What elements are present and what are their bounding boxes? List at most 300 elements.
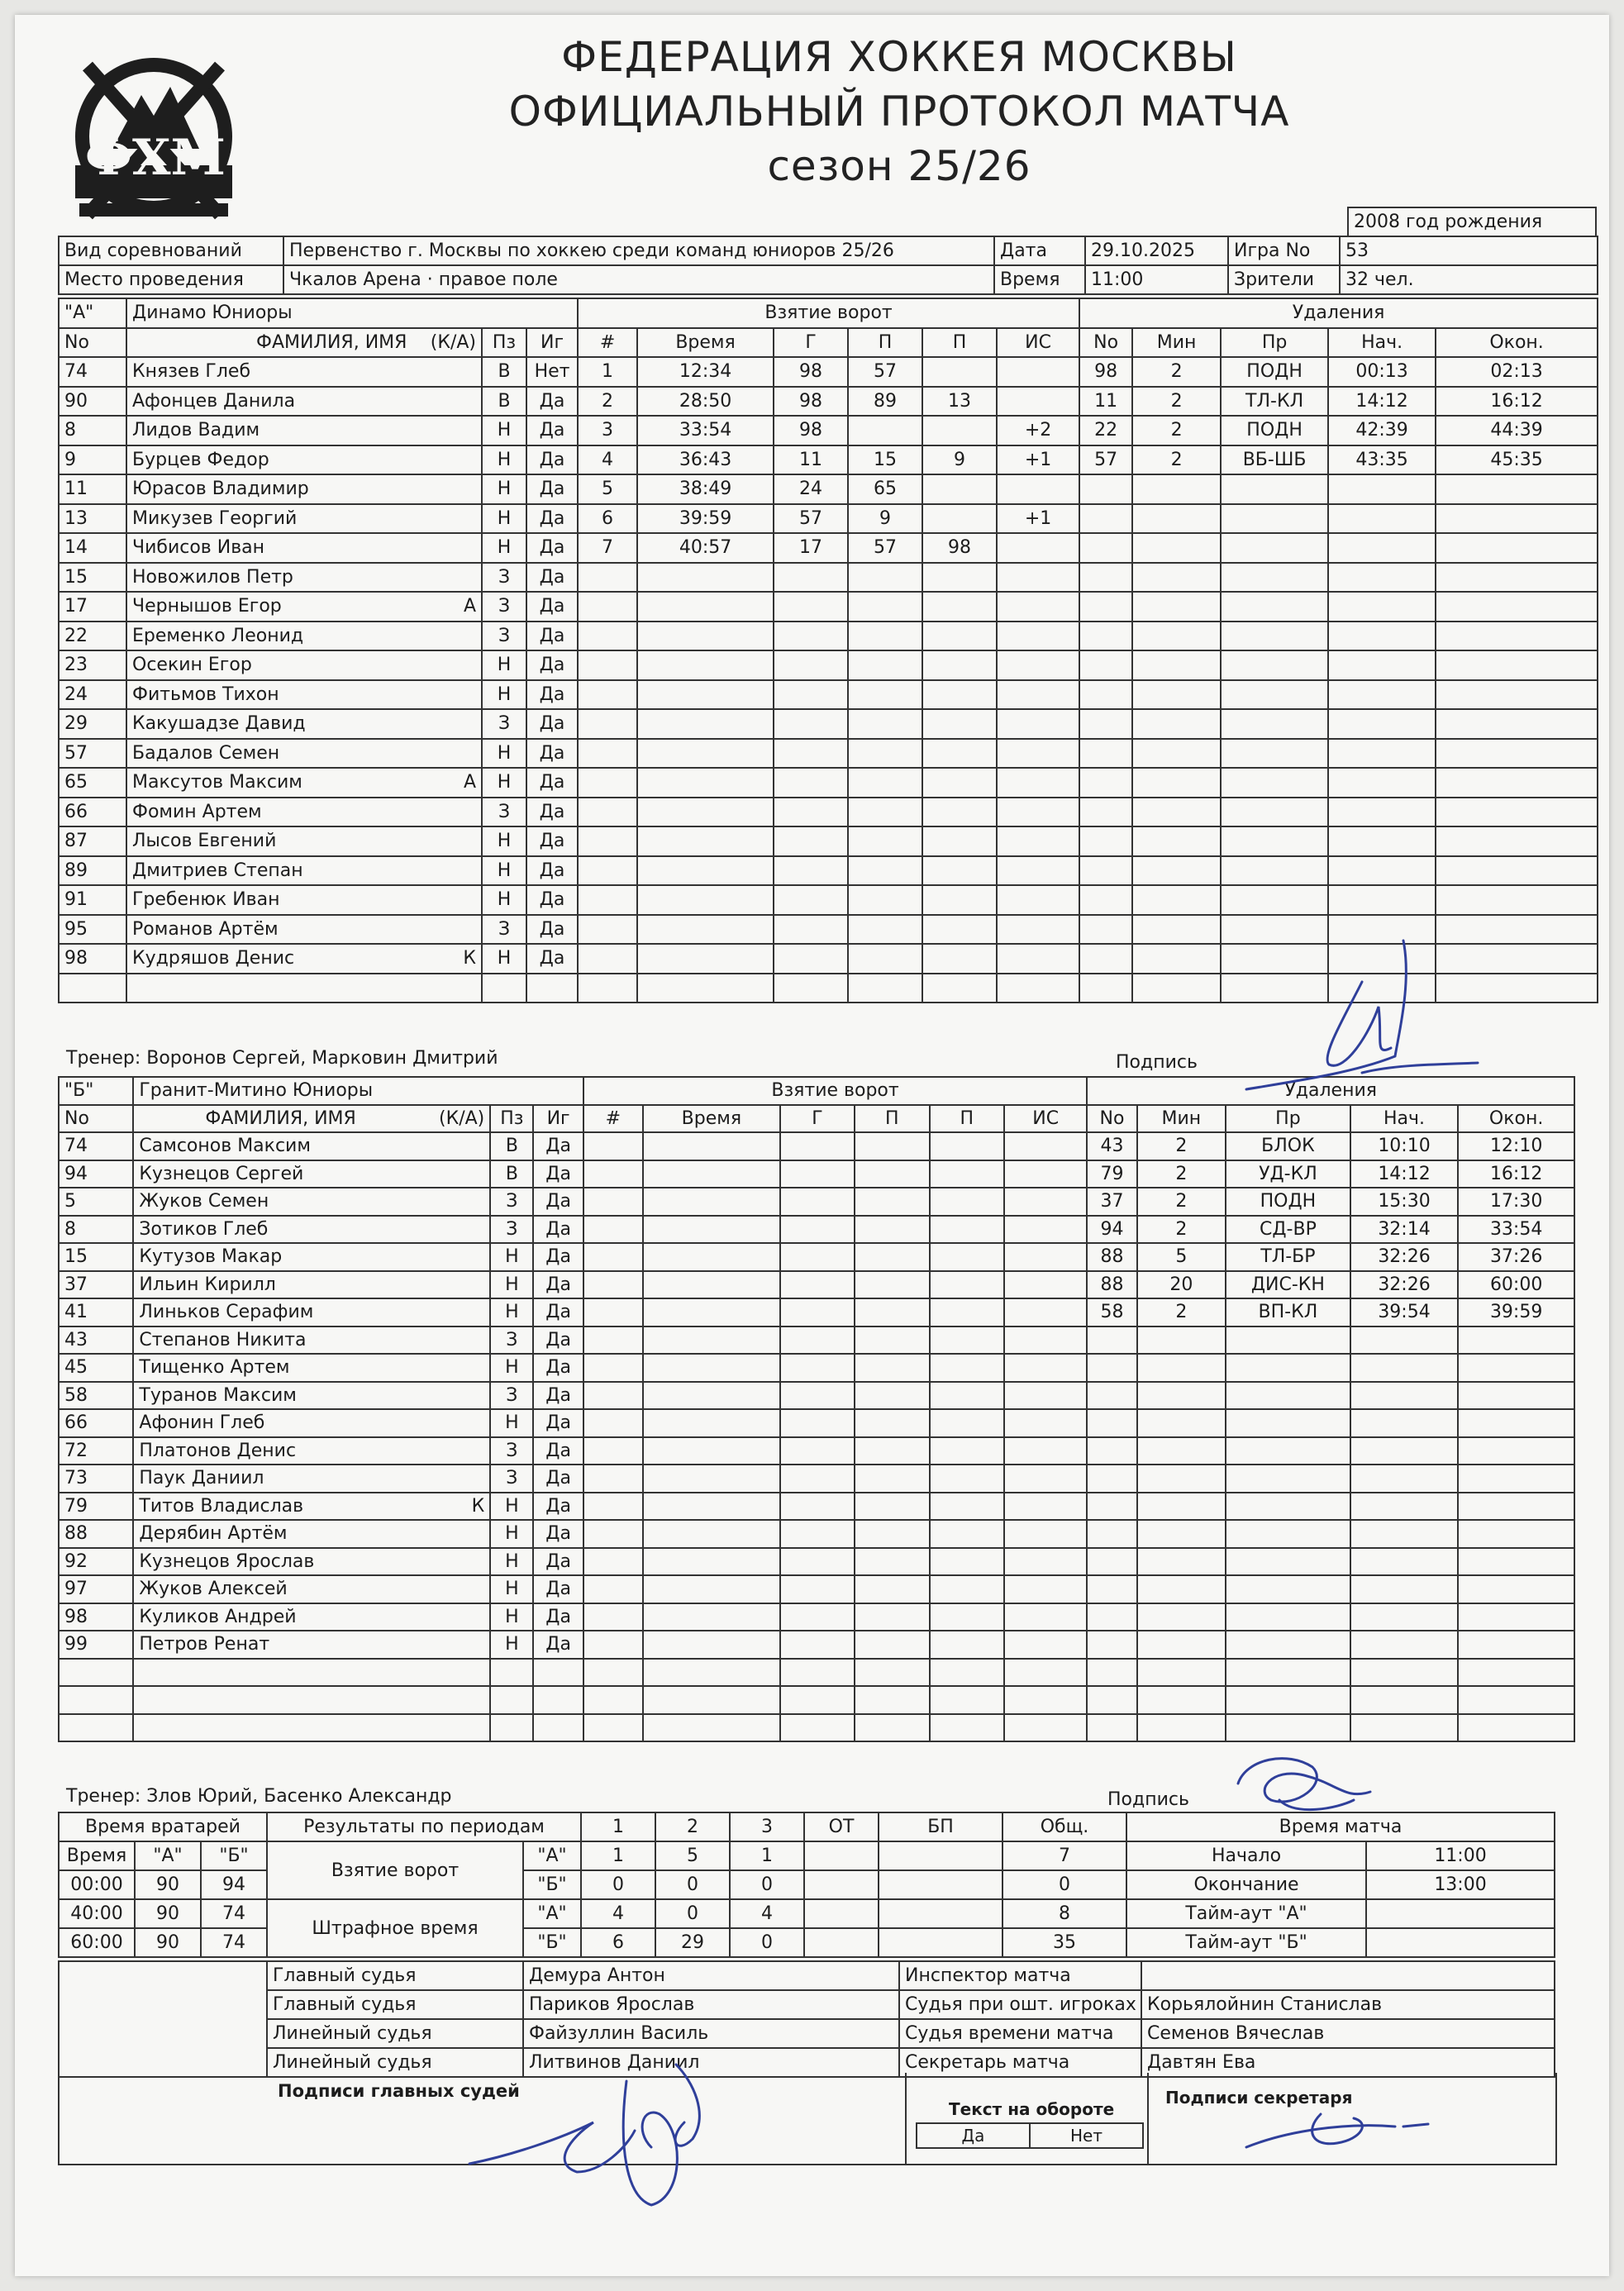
col-assist-1: П [848, 328, 922, 358]
col-assist-2: П [922, 328, 997, 358]
penalty-reason: ДИС-КН [1226, 1271, 1350, 1299]
player-row [59, 1493, 1574, 1521]
penalty-minutes: 5 [1137, 1243, 1226, 1271]
captain-mark: А [463, 596, 476, 617]
penalty-start [1328, 650, 1436, 680]
player-number: 90 [59, 387, 126, 417]
total-header: Общ. [1002, 1812, 1126, 1841]
penalty-reason [1226, 1659, 1350, 1687]
goal-assist-1 [855, 1493, 929, 1521]
goal-situation: +1 [997, 445, 1079, 475]
goal-situation [1004, 1437, 1087, 1465]
player-played: Да [533, 1160, 583, 1188]
goal-assist-2 [930, 1686, 1004, 1714]
player-name [133, 1243, 490, 1271]
goal-situation [997, 474, 1079, 504]
goal-assist-2 [930, 1188, 1004, 1216]
player-row [59, 1326, 1574, 1355]
goal-assist-2 [930, 1603, 1004, 1631]
goal-time [637, 650, 774, 680]
goal-situation [1004, 1326, 1087, 1355]
goal-time [637, 826, 774, 856]
goal-scorer [780, 1659, 855, 1687]
penalty-start [1328, 533, 1436, 563]
player-played: Да [533, 1354, 583, 1382]
penalty-end [1436, 798, 1598, 827]
goal-assist-2 [922, 474, 997, 504]
end-value: 13:00 [1366, 1870, 1555, 1899]
goal-time [637, 856, 774, 886]
goal-time: 12:34 [637, 357, 774, 387]
penalty-start [1328, 826, 1436, 856]
player-played: Да [526, 798, 578, 827]
player-played: Да [533, 1382, 583, 1410]
penalty-start [1350, 1437, 1459, 1465]
player-played: Да [526, 739, 578, 769]
goal-scorer [774, 680, 848, 710]
player-row [59, 1382, 1574, 1410]
player-played: Да [526, 563, 578, 593]
player-played [526, 974, 578, 1003]
penalty-player [1079, 680, 1132, 710]
player-name-text: Тищенко Артем [139, 1357, 290, 1379]
player-position: Н [490, 1631, 533, 1659]
player-played: Да [533, 1520, 583, 1548]
penalty-reason: СД-ВР [1226, 1216, 1350, 1244]
player-name [133, 1686, 490, 1714]
goal-assist-2 [922, 826, 997, 856]
player-name-text: Паук Даниил [139, 1468, 264, 1489]
penalty-start [1350, 1714, 1459, 1742]
official-role-2: Главный судья [267, 1990, 523, 2019]
penalty-end [1458, 1603, 1574, 1631]
goal-assist-1: 89 [848, 387, 922, 417]
goal-situation [1004, 1298, 1087, 1326]
player-number: 66 [59, 798, 126, 827]
goal-assist-2 [930, 1354, 1004, 1382]
goal-assist-1 [855, 1354, 929, 1382]
pim-a-p1: 4 [581, 1899, 655, 1928]
goal-assist-2 [922, 915, 997, 945]
col-no: No [59, 328, 126, 358]
player-position: Н [490, 1271, 533, 1299]
goal-assist-1 [855, 1326, 929, 1355]
penalty-minutes [1137, 1659, 1226, 1687]
goal-situation [997, 944, 1079, 974]
player-name [126, 563, 482, 593]
goal-number [583, 1520, 643, 1548]
goal-time [643, 1520, 780, 1548]
penalty-start: 10:10 [1350, 1132, 1459, 1160]
player-row [59, 592, 1598, 622]
penalty-reason: ВП-КЛ [1226, 1298, 1350, 1326]
player-played: Да [533, 1188, 583, 1216]
player-number: 89 [59, 856, 126, 886]
goal-assist-2 [922, 798, 997, 827]
penalty-player [1087, 1631, 1136, 1659]
player-name [126, 709, 482, 739]
official-role-3: Линейный судья [267, 2019, 523, 2048]
player-name [133, 1382, 490, 1410]
penalty-start [1350, 1631, 1459, 1659]
player-row [59, 1686, 1574, 1714]
goal-scorer [780, 1714, 855, 1742]
penalty-player: 37 [1087, 1188, 1136, 1216]
penalty-player [1087, 1326, 1136, 1355]
goal-situation: +1 [997, 504, 1079, 534]
time-value: 11:00 [1085, 265, 1228, 294]
goal-assist-1 [855, 1160, 929, 1188]
player-played: Да [526, 504, 578, 534]
player-played [533, 1714, 583, 1742]
player-played: Да [526, 826, 578, 856]
goal-assist-2 [930, 1575, 1004, 1603]
goal-number [583, 1437, 643, 1465]
goalie-b-2: 74 [201, 1899, 267, 1928]
penalty-reason [1221, 650, 1328, 680]
player-played: Да [533, 1216, 583, 1244]
goals-label: Взятие ворот [267, 1841, 523, 1899]
goal-scorer [774, 798, 848, 827]
penalty-minutes: 2 [1132, 387, 1221, 417]
goal-time: 33:54 [637, 416, 774, 445]
official-name2-4: Давтян Ева [1141, 2048, 1555, 2077]
player-number: 87 [59, 826, 126, 856]
penalty-start [1350, 1409, 1459, 1437]
penalty-start [1350, 1603, 1459, 1631]
player-position: З [490, 1382, 533, 1410]
penalty-player [1079, 768, 1132, 798]
penalty-end [1458, 1465, 1574, 1493]
player-name [133, 1659, 490, 1687]
goal-assist-2 [922, 416, 997, 445]
penalty-end [1436, 533, 1598, 563]
player-number: 65 [59, 768, 126, 798]
penalty-minutes: 20 [1137, 1271, 1226, 1299]
penalty-end: 37:26 [1458, 1243, 1574, 1271]
goal-number [583, 1160, 643, 1188]
player-position: Н [482, 650, 526, 680]
goal-assist-1: 57 [848, 357, 922, 387]
goal-time [643, 1326, 780, 1355]
goal-situation [1004, 1465, 1087, 1493]
penalty-start [1350, 1548, 1459, 1576]
penalty-start: 14:12 [1328, 387, 1436, 417]
goal-time: 28:50 [637, 387, 774, 417]
player-played: Да [526, 416, 578, 445]
goal-assist-1 [848, 798, 922, 827]
goal-assist-1: 9 [848, 504, 922, 534]
player-position: Н [482, 680, 526, 710]
player-name-text: Гребенюк Иван [132, 889, 280, 911]
col-pen-end: Окон. [1458, 1105, 1574, 1133]
penalty-start [1350, 1659, 1459, 1687]
player-number: 88 [59, 1520, 133, 1548]
competition-label: Вид соревнований [59, 236, 283, 265]
player-name-text: Дерябин Артём [139, 1523, 288, 1545]
penalty-start: 39:54 [1350, 1298, 1459, 1326]
player-played: Да [526, 474, 578, 504]
player-name [133, 1603, 490, 1631]
goal-assist-2: 9 [922, 445, 997, 475]
goal-scorer [780, 1548, 855, 1576]
goal-situation [1004, 1243, 1087, 1271]
player-name [133, 1714, 490, 1742]
penalty-player [1087, 1354, 1136, 1382]
player-name [126, 533, 482, 563]
goal-number [583, 1465, 643, 1493]
penalty-end [1458, 1409, 1574, 1437]
spectators-label: Зрители [1228, 265, 1340, 294]
goal-number [583, 1493, 643, 1521]
penalty-player [1079, 915, 1132, 945]
penalty-player [1079, 739, 1132, 769]
goal-number [583, 1409, 643, 1437]
player-row [59, 1575, 1574, 1603]
goal-assist-1 [848, 885, 922, 915]
start-label: Начало [1126, 1841, 1366, 1870]
player-number [59, 1659, 133, 1687]
penalty-reason [1226, 1603, 1350, 1631]
goal-situation [1004, 1520, 1087, 1548]
penalty-player [1087, 1686, 1136, 1714]
player-name [133, 1437, 490, 1465]
player-name [126, 915, 482, 945]
goal-number [583, 1216, 643, 1244]
goal-assist-2 [922, 504, 997, 534]
col-no: No [59, 1105, 133, 1133]
goal-assist-1 [848, 915, 922, 945]
player-number: 24 [59, 680, 126, 710]
penalty-start [1350, 1465, 1459, 1493]
player-name [133, 1520, 490, 1548]
player-name-text: Зотиков Глеб [139, 1218, 269, 1240]
player-position: З [490, 1437, 533, 1465]
penalty-end [1436, 474, 1598, 504]
penalty-end [1436, 856, 1598, 886]
goal-number: 1 [578, 357, 637, 387]
goal-time [643, 1548, 780, 1576]
birth-year: 2008 год рождения [1348, 207, 1596, 236]
goal-scorer: 57 [774, 504, 848, 534]
team-b-name: Гранит-Митино Юниоры [133, 1077, 583, 1105]
goal-number [583, 1382, 643, 1410]
goals-b-ot [804, 1870, 879, 1899]
player-name-text: Дмитриев Степан [132, 860, 303, 881]
goal-situation [1004, 1575, 1087, 1603]
penalty-reason [1226, 1382, 1350, 1410]
goal-time [643, 1603, 780, 1631]
goal-situation [1004, 1216, 1087, 1244]
goal-scorer [774, 650, 848, 680]
penalty-start [1328, 563, 1436, 593]
goal-scorer [780, 1409, 855, 1437]
game-value: 53 [1340, 236, 1598, 265]
goal-scorer [780, 1271, 855, 1299]
penalty-minutes [1132, 533, 1221, 563]
goal-scorer: 11 [774, 445, 848, 475]
penalty-end [1436, 826, 1598, 856]
col-pen-no: No [1087, 1105, 1136, 1133]
col-pen-min: Мин [1132, 328, 1221, 358]
player-position: Н [490, 1354, 533, 1382]
player-played [533, 1659, 583, 1687]
penalty-minutes [1137, 1354, 1226, 1382]
date-value: 29.10.2025 [1085, 236, 1228, 265]
player-played: Да [526, 768, 578, 798]
official-name-3: Файзуллин Василь [523, 2019, 899, 2048]
team-a-table [58, 298, 1598, 1003]
penalty-end [1436, 622, 1598, 651]
end-label: Окончание [1126, 1870, 1366, 1899]
penalty-minutes [1132, 650, 1221, 680]
goal-number [583, 1548, 643, 1576]
penalty-end: 39:59 [1458, 1298, 1574, 1326]
pim-a-tag: "А" [523, 1899, 581, 1928]
player-position [490, 1686, 533, 1714]
player-position: В [490, 1160, 533, 1188]
penalty-end: 17:30 [1458, 1188, 1574, 1216]
penalty-player [1087, 1603, 1136, 1631]
goalie-b-3: 74 [201, 1928, 267, 1957]
player-played: Да [526, 944, 578, 974]
goal-number [583, 1326, 643, 1355]
signatures-divider-1 [905, 2073, 907, 2165]
goal-scorer [780, 1188, 855, 1216]
goal-assist-1 [848, 826, 922, 856]
col-played: Иг [533, 1105, 583, 1133]
goal-time [643, 1493, 780, 1521]
col-pen-start: Нач. [1328, 328, 1436, 358]
penalty-reason [1221, 709, 1328, 739]
col-goal-scorer: Г [780, 1105, 855, 1133]
player-name-text: Бурцев Федор [132, 449, 269, 470]
penalty-minutes: 2 [1137, 1298, 1226, 1326]
player-played: Да [533, 1243, 583, 1271]
goal-scorer [780, 1216, 855, 1244]
penalty-minutes [1132, 885, 1221, 915]
goals-a-tag: "А" [523, 1841, 581, 1870]
team-b-signature-icon [1222, 1750, 1387, 1825]
goal-situation [1004, 1188, 1087, 1216]
penalty-start [1328, 798, 1436, 827]
player-row [59, 798, 1598, 827]
penalty-reason [1221, 885, 1328, 915]
player-number: 79 [59, 1493, 133, 1521]
goal-scorer [780, 1298, 855, 1326]
col-assist-1: П [855, 1105, 929, 1133]
goal-situation [997, 563, 1079, 593]
player-name [126, 474, 482, 504]
penalty-minutes [1137, 1520, 1226, 1548]
player-position [490, 1659, 533, 1687]
player-number: 43 [59, 1326, 133, 1355]
penalty-player [1079, 974, 1132, 1003]
goal-time [643, 1216, 780, 1244]
official-name2-3: Семенов Вячеслав [1141, 2019, 1555, 2048]
goal-situation [1004, 1659, 1087, 1687]
goal-scorer [774, 915, 848, 945]
player-position: Н [482, 445, 526, 475]
penalty-minutes [1132, 856, 1221, 886]
penalty-player [1079, 709, 1132, 739]
goal-assist-1: 15 [848, 445, 922, 475]
goal-assist-1 [855, 1603, 929, 1631]
penalty-start: 14:12 [1350, 1160, 1459, 1188]
goal-assist-1 [848, 768, 922, 798]
penalty-end [1458, 1631, 1574, 1659]
player-number: 45 [59, 1354, 133, 1382]
captain-mark: К [471, 1495, 485, 1517]
player-name [133, 1493, 490, 1521]
player-position: Н [482, 944, 526, 974]
goal-scorer [774, 768, 848, 798]
pim-b-total: 35 [1002, 1928, 1126, 1957]
player-name [133, 1326, 490, 1355]
player-number: 95 [59, 915, 126, 945]
goal-time [643, 1298, 780, 1326]
penalty-end [1458, 1714, 1574, 1742]
player-position: З [482, 592, 526, 622]
player-name [126, 826, 482, 856]
player-position: З [490, 1326, 533, 1355]
goal-scorer [774, 826, 848, 856]
pim-b-p2: 29 [655, 1928, 730, 1957]
penalty-player [1079, 504, 1132, 534]
player-position: Н [482, 739, 526, 769]
player-played: Да [533, 1465, 583, 1493]
penalty-start [1328, 709, 1436, 739]
player-played: Да [533, 1409, 583, 1437]
player-row [59, 1409, 1574, 1437]
goalie-a-2: 90 [135, 1899, 201, 1928]
penalty-minutes [1137, 1714, 1226, 1742]
penalty-player [1079, 885, 1132, 915]
player-position: Н [482, 474, 526, 504]
penalty-minutes: 2 [1132, 416, 1221, 445]
goal-assist-1 [855, 1188, 929, 1216]
col-played: Иг [526, 328, 578, 358]
goal-number [578, 974, 637, 1003]
player-name [133, 1216, 490, 1244]
penalty-minutes: 2 [1137, 1132, 1226, 1160]
goal-number [578, 826, 637, 856]
col-name: ФАМИЛИЯ, ИМЯ (К/А) [133, 1105, 490, 1133]
player-played: Да [533, 1603, 583, 1631]
team-b-coach: Тренер: Злов Юрий, Басенко Александр [66, 1786, 452, 1807]
goal-time [637, 592, 774, 622]
player-name-text: Максутов Максим [132, 772, 302, 793]
player-name [126, 856, 482, 886]
player-played: Да [526, 856, 578, 886]
player-played: Да [533, 1548, 583, 1576]
goal-scorer [774, 563, 848, 593]
player-row [59, 1603, 1574, 1631]
goal-number [578, 944, 637, 974]
player-row [59, 1160, 1574, 1188]
player-played: Да [526, 533, 578, 563]
player-name [133, 1409, 490, 1437]
goal-situation [997, 856, 1079, 886]
goal-number [583, 1659, 643, 1687]
penalty-start [1328, 739, 1436, 769]
goal-time [643, 1465, 780, 1493]
goal-assist-2 [930, 1493, 1004, 1521]
goal-assist-1 [855, 1132, 929, 1160]
player-number: 11 [59, 474, 126, 504]
penalty-minutes [1132, 915, 1221, 945]
player-number: 37 [59, 1271, 133, 1299]
